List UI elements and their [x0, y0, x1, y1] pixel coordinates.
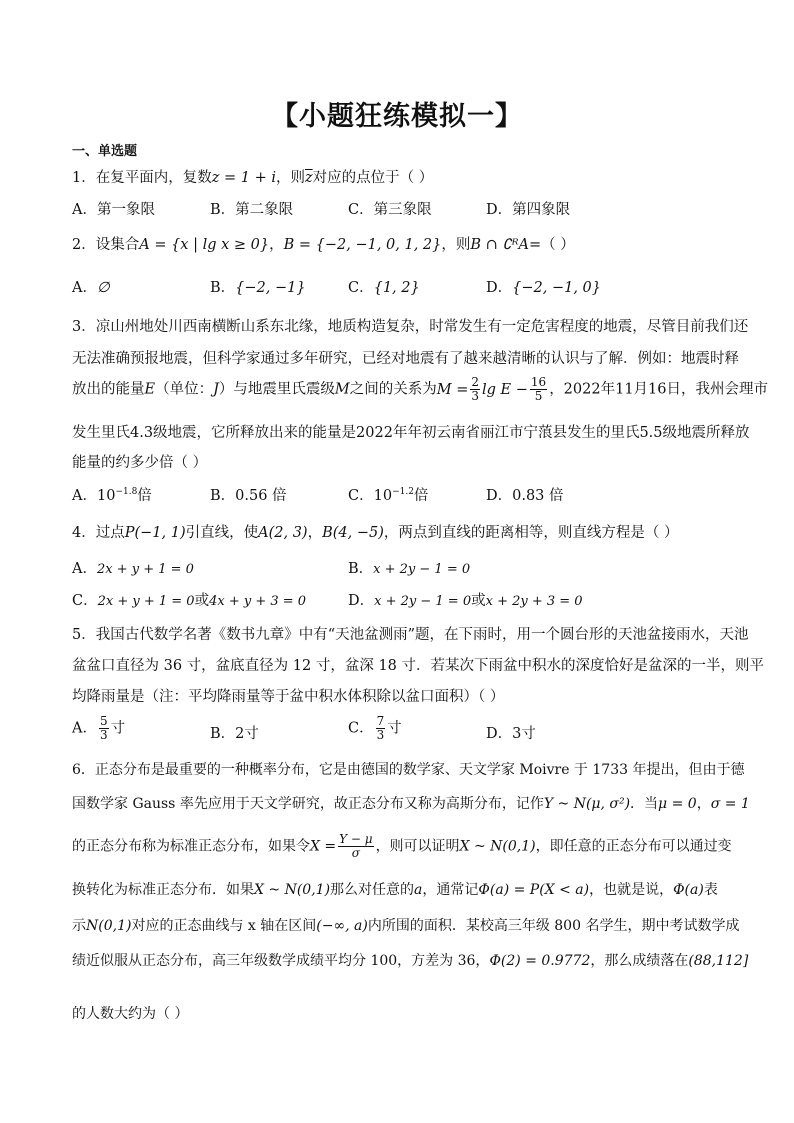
- question-4-stem: 4．过点P(−1, 1)引直线，使A(2, 3)，B(4, −5)，两点到直线的距离相等，则直线方程是（ ）: [72, 525, 679, 541]
- q5-option-a: A． $\frac{5}{3}$ 寸: [72, 714, 126, 742]
- question-5-line-2: 盆盆口直径为 36 寸，盆底直径为 12 寸，盆深 18 寸．若某次下雨盆中积水的深度恰好是盆深的一半，则平: [72, 658, 765, 674]
- q1-option-b: B．第二象限: [210, 202, 294, 218]
- set-operation-expr: B ∩ ∁ᴿA: [470, 237, 529, 253]
- question-3-line-2: 无法准确预报地震，但科学家通过多年研究，已经对地震有了越来越清晰的认识与了解．例如：地震时释: [72, 351, 739, 367]
- question-6-line-7: 的人数大约为（ ）: [72, 1006, 189, 1022]
- q4-option-c: C．2x + y + 1 = 0或4x + y + 3 = 0: [72, 593, 307, 609]
- q3-option-b: B．0.56 倍: [210, 488, 287, 504]
- q3-option-c: C．$10^{-1.2}$倍: [348, 487, 429, 504]
- q1-option-c: C．第三象限: [348, 202, 432, 218]
- question-3-line-4: 发生里氏4.3级地震，它所释放出来的能量是2022年年初云南省丽江市宁蒗县发生的里氏5.5级地震所释放: [72, 425, 750, 441]
- q5-option-b: B．2寸: [210, 726, 259, 742]
- q4-option-d: D．x + 2y − 1 = 0或x + 2y + 3 = 0: [348, 593, 583, 609]
- question-2-stem: 2．设集合A = {x | lg x ≥ 0}，B = {−2, −1, 0, 1, 2}，则B ∩ ∁ᴿA=（ ）: [72, 237, 575, 253]
- q1-option-d: D．第四象限: [486, 202, 571, 218]
- magnitude-formula: M = $\frac{2}{3}$ lg E − $\frac{16}{5}$: [436, 375, 547, 403]
- q5-option-d: D．3寸: [486, 726, 536, 742]
- question-5-line-3: 均降雨量是（注：平均降雨量等于盆中积水体积除以盆口面积）（ ）: [72, 689, 505, 705]
- set-b-expr: B = {−2, −1, 0, 1, 2}: [283, 237, 442, 253]
- q4-option-a: A．2x + y + 1 = 0: [72, 561, 194, 577]
- q5-option-c: C． $\frac{7}{3}$ 寸: [348, 714, 402, 742]
- question-5-line-1: 5．我国古代数学名著《数书九章》中有“天池盆测雨”题，在下雨时，用一个圆台形的天池盆接雨水，天池: [72, 627, 749, 643]
- q4-option-b: B．x + 2y − 1 = 0: [348, 561, 471, 577]
- q3-option-d: D．0.83 倍: [486, 488, 564, 504]
- question-6-line-5: 示N(0,1)对应的正态曲线与 x 轴在区间(−∞, a)内所围的面积．某校高三年级 800 名学生，期中考试数学成: [72, 918, 740, 934]
- q1-option-a: A．第一象限: [72, 202, 155, 218]
- set-a-expr: A = {x | lg x ≥ 0}: [139, 237, 270, 253]
- conjugate-z: $\overline{z}$: [304, 170, 313, 186]
- q2-option-c: C．{1, 2}: [348, 280, 420, 296]
- q2-option-b: B．{−2, −1}: [210, 280, 306, 296]
- question-6-line-6: 绩近似服从正态分布，高三年级数学成绩平均分 100，方差为 36，Φ(2) = 0.9772，那么成绩落在(88,112]: [72, 953, 749, 969]
- section-heading: 一、单选题: [72, 144, 138, 159]
- q3-option-a: A．$10^{-1.8}$倍: [72, 487, 152, 504]
- complex-number-expr: z = 1 + i: [211, 170, 276, 186]
- question-6-line-1: 6．正态分布是最重要的一种概率分布，它是由德国的数学家、天文学家 Moivre 于 1733 年提出，但由于德: [72, 762, 745, 778]
- question-1-stem: 1．在复平面内，复数z = 1 + i，则$\overline{z}$对应的点位于（ ）: [72, 170, 434, 186]
- question-3-line-1: 3．凉山州地处川西南横断山系东北缘，地质构造复杂，时常发生有一定危害程度的地震，尽管目前我们还: [72, 319, 749, 335]
- q2-option-a: A．∅: [72, 280, 110, 296]
- page-title: 【小题狂练模拟一】: [271, 101, 523, 132]
- question-3-line-3: 放出的能量E（单位：J）与地震里氏震级M之间的关系为M = $\frac{2}{3}$ lg E − $\frac{16}{5}$ ，2022年11月16日，我州会理市: [72, 375, 768, 403]
- question-6-line-2: 国数学家 Gauss 率先应用于天文学研究，故正态分布又称为高斯分布，记作Y ~ N(μ, σ²)．当μ = 0，σ = 1: [72, 796, 750, 812]
- question-6-line-3: 的正态分布称为标准正态分布，如果令X = $\frac{Y - \mu}{\sigma}$ ，则可以证明X ~ N(0,1)，即任意的正态分布可以通过变: [72, 832, 732, 860]
- q2-option-d: D．{−2, −1, 0}: [486, 280, 602, 296]
- question-3-line-5: 能量的约多少倍（ ）: [72, 455, 208, 471]
- question-6-line-4: 换转化为标准正态分布．如果X ~ N(0,1)那么对任意的a，通常记Φ(a) = P(X < a)，也就是说，Φ(a)表: [72, 882, 718, 898]
